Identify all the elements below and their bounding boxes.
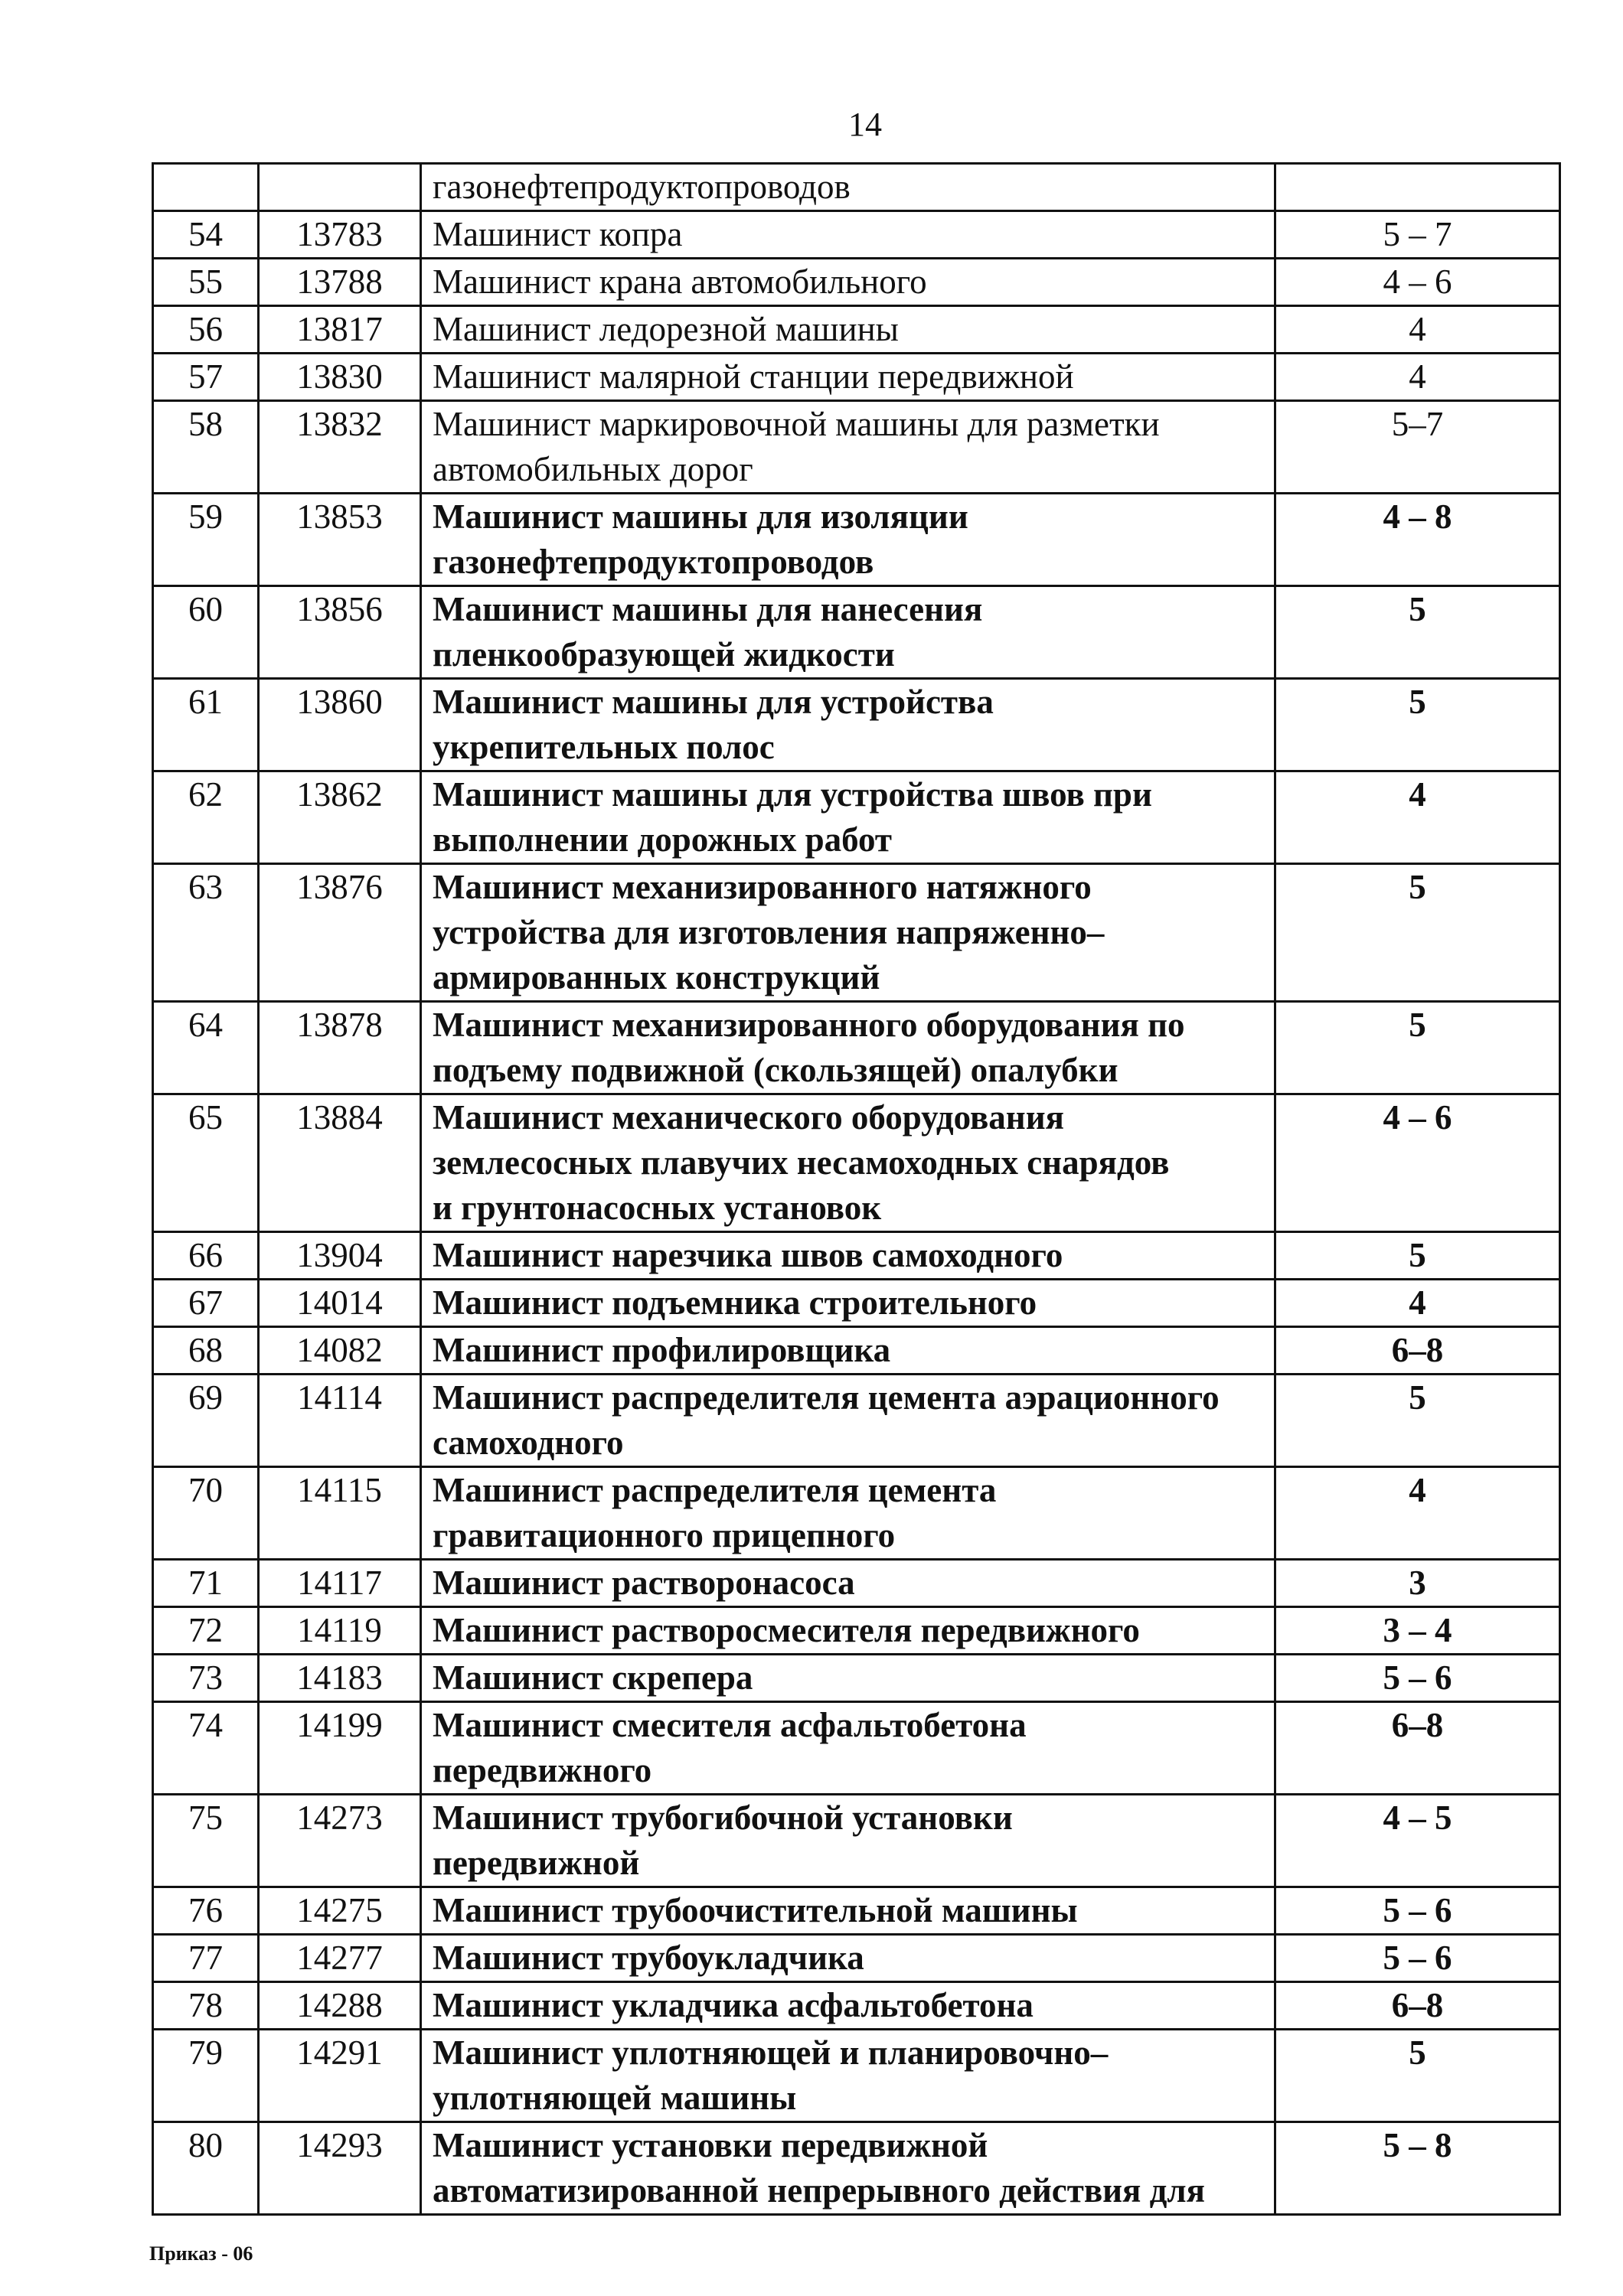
- profession-title-line: Машинист маркировочной машины для разметки: [433, 405, 1160, 443]
- table-row: [153, 1982, 1560, 2030]
- table-row: [153, 494, 1560, 586]
- row-number-cell: 74: [153, 1702, 259, 1795]
- profession-title-cell: [421, 1232, 1275, 1280]
- profession-title-line: гравитационного прицепного: [433, 1516, 896, 1554]
- profession-title-cell: [421, 1467, 1275, 1560]
- profession-title-cell: [421, 1982, 1275, 2030]
- profession-title-line: и грунтонасосных установок: [433, 1189, 882, 1227]
- row-number-cell: 72: [153, 1607, 259, 1655]
- table-row: [153, 1375, 1560, 1467]
- row-number-cell: 76: [153, 1887, 259, 1935]
- grade-range-cell: 4: [1275, 771, 1560, 864]
- profession-title-cell: [421, 211, 1275, 259]
- row-number-cell: 70: [153, 1467, 259, 1560]
- table-row: [153, 1795, 1560, 1887]
- row-number-cell: 65: [153, 1094, 259, 1232]
- profession-title-line: Машинист механизированного натяжного: [433, 868, 1092, 906]
- profession-title-line: Машинист копра: [433, 215, 683, 253]
- table-row: [153, 1655, 1560, 1702]
- row-number-cell: 62: [153, 771, 259, 864]
- profession-title-cell: [421, 1887, 1275, 1935]
- profession-title-line: Машинист машины для устройства швов при: [433, 775, 1152, 814]
- profession-title-line: подъему подвижной (скользящей) опалубки: [433, 1051, 1118, 1089]
- page-number: 14: [848, 106, 882, 143]
- profession-code-cell: 14014: [259, 1280, 421, 1327]
- profession-title-line: уплотняющей машины: [433, 2079, 797, 2117]
- profession-code-cell: 13817: [259, 306, 421, 354]
- grade-range-cell: 5: [1275, 1002, 1560, 1094]
- row-number-cell: 64: [153, 1002, 259, 1094]
- professions-table: [152, 162, 1561, 2216]
- profession-title-cell: [421, 1002, 1275, 1094]
- grade-range-cell: 5 – 6: [1275, 1935, 1560, 1982]
- profession-title-line: Машинист машины для изоляции: [433, 497, 968, 536]
- profession-title-line: автоматизированной непрерывного действия для: [433, 2171, 1206, 2210]
- grade-range-cell: 5: [1275, 864, 1560, 1002]
- profession-title-line: Машинист скрепера: [433, 1658, 753, 1697]
- table-row: [153, 1935, 1560, 1982]
- profession-title-line: Машинист нарезчика швов самоходного: [433, 1236, 1063, 1274]
- profession-title-cell: [421, 1935, 1275, 1982]
- profession-title-line: Машинист подъемника строительного: [433, 1283, 1037, 1322]
- profession-code-cell: 13853: [259, 494, 421, 586]
- row-number-cell: [153, 164, 259, 211]
- table-row: [153, 1887, 1560, 1935]
- row-number-cell: 68: [153, 1327, 259, 1375]
- table-row: [153, 1094, 1560, 1232]
- table-row: [153, 1280, 1560, 1327]
- table-row: [153, 1560, 1560, 1607]
- row-number-cell: 57: [153, 354, 259, 401]
- profession-title-line: газонефтепродуктопроводов: [433, 543, 874, 581]
- profession-code-cell: 13788: [259, 259, 421, 306]
- row-number-cell: 66: [153, 1232, 259, 1280]
- table-row: [153, 1232, 1560, 1280]
- profession-code-cell: 14273: [259, 1795, 421, 1887]
- grade-range-cell: 6–8: [1275, 1702, 1560, 1795]
- grade-range-cell: 5: [1275, 1375, 1560, 1467]
- profession-title-cell: [421, 1655, 1275, 1702]
- table-row: [153, 2030, 1560, 2122]
- grade-range-cell: 4: [1275, 306, 1560, 354]
- profession-code-cell: 14293: [259, 2122, 421, 2215]
- row-number-cell: 78: [153, 1982, 259, 2030]
- row-number-cell: 58: [153, 401, 259, 494]
- table-body: [153, 164, 1560, 2215]
- profession-title-line: Машинист механизированного оборудования по: [433, 1006, 1185, 1044]
- row-number-cell: 67: [153, 1280, 259, 1327]
- profession-title-line: Машинист растворосмесителя передвижного: [433, 1611, 1140, 1649]
- grade-range-cell: [1275, 164, 1560, 211]
- grade-range-cell: 3: [1275, 1560, 1560, 1607]
- profession-title-cell: [421, 679, 1275, 771]
- table-row: [153, 211, 1560, 259]
- profession-title-cell: [421, 586, 1275, 679]
- profession-title-line: газонефтепродуктопроводов: [433, 168, 851, 206]
- table-row: [153, 679, 1560, 771]
- grade-range-cell: 5 – 6: [1275, 1655, 1560, 1702]
- profession-code-cell: [259, 164, 421, 211]
- table-row: [153, 306, 1560, 354]
- table-row: [153, 1002, 1560, 1094]
- row-number-cell: 55: [153, 259, 259, 306]
- profession-title-line: армированных конструкций: [433, 958, 880, 996]
- profession-title-line: Машинист машины для нанесения: [433, 590, 983, 628]
- grade-range-cell: 4 – 8: [1275, 494, 1560, 586]
- profession-title-cell: [421, 1702, 1275, 1795]
- profession-title-cell: [421, 1280, 1275, 1327]
- profession-code-cell: 13884: [259, 1094, 421, 1232]
- profession-title-cell: [421, 401, 1275, 494]
- row-number-cell: 71: [153, 1560, 259, 1607]
- profession-code-cell: 13862: [259, 771, 421, 864]
- profession-title-line: передвижной: [433, 1844, 640, 1882]
- grade-range-cell: 5–7: [1275, 401, 1560, 494]
- grade-range-cell: 4 – 6: [1275, 259, 1560, 306]
- profession-title-cell: [421, 494, 1275, 586]
- profession-title-line: устройства для изготовления напряженно–: [433, 913, 1105, 951]
- profession-title-cell: [421, 1375, 1275, 1467]
- table-row: [153, 864, 1560, 1002]
- profession-code-cell: 14082: [259, 1327, 421, 1375]
- table-row: [153, 1607, 1560, 1655]
- table-row: [153, 259, 1560, 306]
- row-number-cell: 63: [153, 864, 259, 1002]
- row-number-cell: 77: [153, 1935, 259, 1982]
- profession-title-cell: [421, 306, 1275, 354]
- profession-title-line: Машинист ледорезной машины: [433, 310, 899, 348]
- profession-title-cell: [421, 1607, 1275, 1655]
- profession-title-cell: [421, 2030, 1275, 2122]
- grade-range-cell: 3 – 4: [1275, 1607, 1560, 1655]
- profession-title-line: Машинист трубоочистительной машины: [433, 1891, 1078, 1929]
- profession-title-line: Машинист укладчика асфальтобетона: [433, 1986, 1034, 2024]
- profession-title-line: Машинист смесителя асфальтобетона: [433, 1706, 1027, 1744]
- table-row: [153, 1327, 1560, 1375]
- profession-code-cell: 13904: [259, 1232, 421, 1280]
- profession-code-cell: 14114: [259, 1375, 421, 1467]
- profession-title-line: передвижного: [433, 1751, 652, 1789]
- table-row: [153, 354, 1560, 401]
- row-number-cell: 69: [153, 1375, 259, 1467]
- grade-range-cell: 5 – 6: [1275, 1887, 1560, 1935]
- profession-code-cell: 14275: [259, 1887, 421, 1935]
- profession-title-line: самоходного: [433, 1424, 624, 1462]
- grade-range-cell: 6–8: [1275, 1982, 1560, 2030]
- profession-code-cell: 13876: [259, 864, 421, 1002]
- grade-range-cell: 4: [1275, 354, 1560, 401]
- row-number-cell: 79: [153, 2030, 259, 2122]
- grade-range-cell: 4 – 5: [1275, 1795, 1560, 1887]
- table-row: [153, 1702, 1560, 1795]
- profession-title-line: Машинист распределителя цемента: [433, 1471, 997, 1509]
- grade-range-cell: 5: [1275, 586, 1560, 679]
- profession-code-cell: 14183: [259, 1655, 421, 1702]
- profession-code-cell: 14199: [259, 1702, 421, 1795]
- profession-code-cell: 14288: [259, 1982, 421, 2030]
- profession-code-cell: 13878: [259, 1002, 421, 1094]
- grade-range-cell: 4: [1275, 1467, 1560, 1560]
- profession-title-line: Машинист трубоукладчика: [433, 1939, 864, 1977]
- profession-code-cell: 14117: [259, 1560, 421, 1607]
- profession-title-cell: [421, 1327, 1275, 1375]
- profession-code-cell: 13832: [259, 401, 421, 494]
- table-row: [153, 586, 1560, 679]
- profession-title-line: Машинист трубогибочной установки: [433, 1799, 1013, 1837]
- grade-range-cell: 6–8: [1275, 1327, 1560, 1375]
- grade-range-cell: 4: [1275, 1280, 1560, 1327]
- profession-code-cell: 14115: [259, 1467, 421, 1560]
- grade-range-cell: 4 – 6: [1275, 1094, 1560, 1232]
- profession-title-line: укрепительных полос: [433, 728, 775, 766]
- profession-title-cell: [421, 864, 1275, 1002]
- row-number-cell: 60: [153, 586, 259, 679]
- profession-code-cell: 14291: [259, 2030, 421, 2122]
- grade-range-cell: 5: [1275, 2030, 1560, 2122]
- table-row: [153, 1467, 1560, 1560]
- profession-title-line: Машинист растворонасоса: [433, 1564, 855, 1602]
- profession-title-line: землесосных плавучих несамоходных снарядов: [433, 1143, 1170, 1182]
- table-row: [153, 2122, 1560, 2215]
- table-row: [153, 401, 1560, 494]
- grade-range-cell: 5: [1275, 679, 1560, 771]
- profession-code-cell: 13856: [259, 586, 421, 679]
- profession-title-line: Машинист механического оборудования: [433, 1098, 1064, 1137]
- profession-title-line: Машинист малярной станции передвижной: [433, 357, 1074, 396]
- profession-title-line: Машинист распределителя цемента аэрационного: [433, 1378, 1220, 1417]
- row-number-cell: 75: [153, 1795, 259, 1887]
- profession-title-line: Машинист машины для устройства: [433, 683, 994, 721]
- grade-range-cell: 5: [1275, 1232, 1560, 1280]
- profession-title-line: Машинист уплотняющей и планировочно–: [433, 2033, 1109, 2072]
- profession-title-cell: [421, 771, 1275, 864]
- profession-code-cell: 14119: [259, 1607, 421, 1655]
- profession-title-line: Машинист профилировщика: [433, 1331, 891, 1369]
- profession-code-cell: 13830: [259, 354, 421, 401]
- profession-title-line: автомобильных дорог: [433, 450, 753, 488]
- row-number-cell: 61: [153, 679, 259, 771]
- profession-title-cell: [421, 2122, 1275, 2215]
- profession-title-cell: [421, 1560, 1275, 1607]
- grade-range-cell: 5 – 7: [1275, 211, 1560, 259]
- row-number-cell: 56: [153, 306, 259, 354]
- profession-title-line: Машинист установки передвижной: [433, 2126, 988, 2164]
- profession-title-cell: [421, 1795, 1275, 1887]
- row-number-cell: 54: [153, 211, 259, 259]
- grade-range-cell: 5 – 8: [1275, 2122, 1560, 2215]
- row-number-cell: 80: [153, 2122, 259, 2215]
- footer-label: Приказ - 06: [149, 2242, 253, 2265]
- table-row: [153, 771, 1560, 864]
- profession-title-line: пленкообразующей жидкости: [433, 635, 895, 673]
- profession-title-line: выполнении дорожных работ: [433, 820, 893, 859]
- profession-code-cell: 13860: [259, 679, 421, 771]
- profession-code-cell: 13783: [259, 211, 421, 259]
- profession-title-cell: [421, 1094, 1275, 1232]
- row-number-cell: 73: [153, 1655, 259, 1702]
- profession-title-cell: [421, 354, 1275, 401]
- profession-title-cell: [421, 164, 1275, 211]
- profession-code-cell: 14277: [259, 1935, 421, 1982]
- table-row: [153, 164, 1560, 211]
- row-number-cell: 59: [153, 494, 259, 586]
- profession-title-cell: [421, 259, 1275, 306]
- profession-title-line: Машинист крана автомобильного: [433, 263, 927, 301]
